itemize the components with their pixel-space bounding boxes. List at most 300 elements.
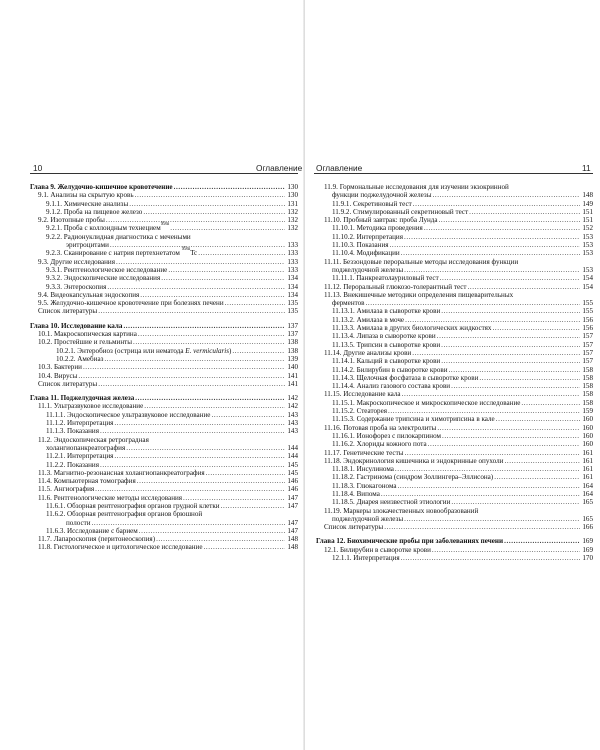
toc-entry-row: [30, 411, 298, 419]
toc-entry-title: [46, 221, 170, 233]
toc-entry-continuation: холангиопанкреатография: [46, 443, 126, 452]
toc-entry-row: [30, 208, 298, 216]
toc-entry-text: 11.18.3. Глюкагонома: [332, 481, 397, 490]
toc-entry-superscript: 99m: [160, 221, 170, 227]
toc-page-number: 155: [582, 299, 593, 308]
toc-page-number: 151: [582, 216, 593, 225]
toc-entry-row: [316, 216, 593, 224]
toc-dot-leader: [183, 494, 285, 502]
toc-entry-title: [46, 208, 142, 216]
toc-entry-row: [30, 452, 298, 460]
toc-entry-title: 11.19. Маркеры злокачественных новообразований: [324, 506, 479, 515]
toc-page-number: 146: [287, 485, 298, 494]
toc-entry-text: 11.9.1. Секретиновый тест: [332, 199, 412, 208]
toc-entry-row: [30, 477, 298, 485]
toc-dot-leader: [432, 191, 580, 199]
toc-entry-title: [324, 457, 503, 465]
toc-dot-leader: [449, 366, 580, 374]
toc-entry-text: 9.5. Желудочно-кишечное кровотечение при болезнях печени: [38, 299, 224, 308]
toc-entry-row: [316, 241, 593, 249]
toc-entry-title: [46, 527, 138, 535]
toc-entry-row: [316, 465, 593, 473]
toc-entry-row: [316, 366, 593, 374]
toc-entry-text: Список литературы: [38, 307, 98, 316]
toc-page-number: 137: [287, 321, 298, 330]
toc-dot-leader: [451, 382, 580, 390]
toc-page-number: 135: [287, 299, 298, 308]
toc-entry-text: 11.13.3. Амилаза в других биологических жидкостях: [332, 324, 492, 333]
toc-entry-row: [30, 221, 298, 233]
toc-page-number: 165: [582, 498, 593, 507]
toc-entry-text: 9.2.1. Проба с коллоидным технецием: [46, 224, 161, 233]
toc-entry-row: [316, 457, 593, 465]
toc-dot-leader: [404, 515, 580, 523]
toc-dot-leader: [198, 249, 285, 257]
toc-entry-title: [332, 415, 495, 423]
toc-entry-text: 11.10.3. Показания: [332, 241, 389, 250]
toc-entry-title: 11.9. Гормональные исследования для изучении экзокринной: [324, 183, 509, 191]
toc-entry-italic: E. vermicularis: [185, 346, 229, 355]
toc-dot-leader: [161, 274, 285, 282]
toc-entry-row: [30, 419, 298, 427]
toc-page-number: 137: [287, 330, 298, 339]
toc-dot-leader: [442, 432, 580, 440]
toc-entry-title: 9.2.2. Радионуклидная диагностика с мечеными: [46, 232, 191, 241]
toc-page-number: 143: [287, 410, 298, 419]
toc-entry-text: 11.4. Компьютерная томография: [38, 477, 136, 486]
toc-dot-leader: [211, 411, 285, 419]
toc-entry-row: [30, 461, 298, 469]
toc-entry-title: [38, 291, 139, 299]
toc-entry-continuation: полости: [66, 518, 91, 527]
toc-entry-row: [30, 307, 298, 315]
toc-entry-title: [332, 482, 397, 490]
toc-entry-row: [316, 316, 593, 324]
toc-entry-text: 11.18.4. Випома: [332, 489, 380, 498]
toc-entry-title: [332, 324, 491, 332]
toc-page-number: 151: [582, 207, 593, 216]
toc-entry-row: [316, 390, 593, 398]
toc-dot-leader: [401, 249, 580, 257]
toc-entry-title: [56, 355, 103, 363]
toc-dot-leader: [390, 241, 580, 249]
toc-page-number: 160: [582, 423, 593, 432]
toc-page-number: 141: [287, 379, 298, 388]
toc-entry-continuation: эритроцитами: [66, 241, 109, 250]
toc-dot-leader: [133, 338, 285, 346]
left-page-number: 10: [33, 163, 43, 173]
toc-entry-title: [46, 419, 113, 427]
toc-entry-title: [332, 241, 389, 249]
toc-entry-text: 11.12. Пероральный глюкозо-толерантный тест: [324, 282, 467, 291]
toc-entry-row: [30, 258, 298, 266]
toc-dot-leader: [126, 444, 285, 452]
toc-entry-title: [46, 411, 210, 419]
toc-entry-text: 11.8. Гистологическое и цитологическое исследование: [38, 543, 203, 552]
toc-entry-row: [316, 374, 593, 382]
toc-dot-leader: [401, 554, 580, 562]
toc-dot-leader: [504, 537, 580, 545]
toc-dot-leader: [139, 527, 285, 535]
toc-page-number: 148: [287, 543, 298, 552]
toc-entry-continuation: поджелудочной железы: [332, 265, 404, 274]
toc-dot-leader: [412, 349, 580, 357]
toc-entry-text: 10.1. Макроскопическая картина: [38, 330, 137, 339]
toc-entry-text: 11.10. Пробный завтрак: проба Лунда: [324, 216, 438, 225]
toc-entry-continuation: ферментов: [332, 299, 365, 308]
toc-page-number: 153: [582, 232, 593, 241]
toc-entry-text: 11.13.4. Липаза в сыворотке крови: [332, 332, 436, 341]
toc-dot-leader: [437, 424, 580, 432]
toc-entry-title: [46, 427, 99, 435]
toc-entry-text: 11.10.1. Методика проведения: [332, 224, 423, 233]
toc-entry-text: 10.4. Вирусы: [38, 371, 78, 380]
toc-entry-row: [30, 299, 298, 307]
toc-dot-leader: [143, 208, 285, 216]
toc-page-number: 158: [582, 398, 593, 407]
toc-dot-leader: [232, 347, 285, 355]
toc-entry-title: [332, 266, 403, 274]
toc-dot-leader: [494, 473, 580, 481]
toc-entry-row: [30, 241, 298, 249]
toc-dot-leader: [437, 332, 580, 340]
toc-entry-row: [30, 485, 298, 493]
toc-dot-leader: [137, 477, 285, 485]
toc-entry-row: [316, 399, 593, 407]
toc-dot-leader: [114, 452, 285, 460]
toc-entry-row: [316, 546, 593, 554]
toc-entry-row: [30, 200, 298, 208]
toc-entry-title: [30, 183, 173, 191]
toc-dot-leader: [388, 407, 580, 415]
toc-entry-title: [332, 208, 468, 216]
toc-dot-leader: [100, 427, 285, 435]
toc-entry-text: 11.11.1. Панкреатолауриловый тест: [332, 274, 439, 283]
toc-entry-row: [316, 515, 593, 523]
toc-entry-title: [38, 363, 82, 371]
toc-entry-title: [38, 477, 136, 485]
toc-entry-row: [316, 440, 593, 448]
toc-entry-title: [46, 200, 128, 208]
toc-page-number: 157: [582, 348, 593, 357]
toc-entry-row: [316, 208, 593, 216]
toc-dot-leader: [404, 449, 580, 457]
toc-entry-title: [38, 494, 182, 502]
toc-entry-row: [30, 402, 298, 410]
toc-entry-row: [30, 494, 298, 502]
toc-entry-text: 11.17. Генетические тесты: [324, 448, 404, 457]
toc-page-number: 147: [287, 493, 298, 502]
toc-dot-leader: [441, 341, 580, 349]
toc-page-number: 156: [582, 324, 593, 333]
toc-page-number: 143: [287, 419, 298, 428]
toc-page-number: 161: [582, 456, 593, 465]
toc-entry-text: 9.3. Другие исследования: [38, 257, 115, 266]
toc-entry-title: [332, 440, 427, 448]
toc-entry-row: [316, 349, 593, 357]
toc-entry-text: 11.2.2. Показания: [46, 460, 99, 469]
toc-page-number: 155: [582, 307, 593, 316]
toc-entry-text: 11.9.2. Стимулированный секретиновый тест: [332, 207, 469, 216]
toc-dot-leader: [95, 485, 285, 493]
toc-entry-title: [332, 332, 436, 340]
toc-entry-text: Глава 10. Исследование кала: [30, 321, 123, 330]
toc-entry-title: [332, 374, 478, 382]
toc-entry-title: [30, 322, 122, 330]
toc-entry-row: [30, 347, 298, 355]
toc-entry-text: 11.3. Магнитно-резонансная холангиопанкреатография: [38, 468, 205, 477]
toc-dot-leader: [521, 399, 580, 407]
toc-entry-title: [316, 537, 503, 545]
toc-entry-row: [30, 274, 298, 282]
toc-page-number: 160: [582, 415, 593, 424]
toc-entry-text: 11.15.3. Содержание трипсина и химотрипсина в кале: [332, 415, 495, 424]
toc-entry-text: 12.1. Билирубин в сыворотке крови: [324, 545, 431, 554]
toc-page-number: 139: [287, 354, 298, 363]
toc-entry-row: [316, 332, 593, 340]
toc-entry-title: [332, 233, 403, 241]
toc-dot-leader: [107, 283, 285, 291]
toc-page-number: 154: [582, 274, 593, 283]
toc-chapter-row: [316, 537, 593, 545]
toc-page-number: 157: [582, 340, 593, 349]
toc-entry-row: [316, 324, 593, 332]
toc-entry-row: [30, 283, 298, 291]
toc-dot-leader: [221, 502, 285, 510]
toc-dot-leader: [204, 543, 286, 551]
toc-page-number: 133: [287, 265, 298, 274]
toc-page-number: 149: [582, 199, 593, 208]
toc-dot-leader: [404, 266, 580, 274]
toc-dot-leader: [395, 465, 580, 473]
toc-entry-superscript: 99m: [181, 246, 191, 252]
toc-entry-text: 9.1.1. Химические анализы: [46, 199, 129, 208]
toc-dot-leader: [492, 324, 580, 332]
toc-page-number: 130: [287, 191, 298, 200]
toc-entry-text: 11.6.1. Обзорная рентгенография органов грудной клетки: [46, 501, 220, 510]
toc-entry-title: [38, 402, 143, 410]
toc-entry-row: [316, 341, 593, 349]
toc-entry-text: 11.15.2. Стеаторея: [332, 407, 388, 416]
toc-entry-text: 9.3.2. Эндоскопические исследования: [46, 274, 161, 283]
toc-entry-title: [56, 347, 231, 355]
toc-entry-row: [30, 338, 298, 346]
toc-entry-title: [332, 274, 439, 282]
toc-page-number: 158: [582, 373, 593, 382]
toc-page-number: 132: [287, 207, 298, 216]
toc-entry-text: 11.13.5. Трипсин в сыворотке крови: [332, 340, 441, 349]
toc-entry-row: [316, 407, 593, 415]
toc-page-number: 144: [287, 452, 298, 461]
toc-dot-leader: [439, 216, 580, 224]
toc-page-number: 158: [582, 390, 593, 399]
toc-page-number: 164: [582, 489, 593, 498]
toc-entry-row: [30, 444, 298, 452]
toc-entry-title: [38, 535, 155, 543]
right-running-head: Оглавление: [316, 163, 363, 173]
toc-page-number: 154: [582, 282, 593, 291]
toc-entry-title: [332, 191, 431, 199]
toc-dot-leader: [170, 224, 285, 232]
toc-entry-text: Список литературы: [324, 523, 384, 532]
toc-entry-row: [30, 191, 298, 199]
toc-entry-text: 11.6. Рентгенологические методы исследования: [38, 493, 183, 502]
toc-entry-row: [30, 355, 298, 363]
toc-dot-leader: [78, 372, 285, 380]
toc-entry-text: 10.2. Простейшие и гельминты: [38, 338, 132, 347]
toc-entry-title: [332, 382, 450, 390]
toc-page-number: 133: [287, 241, 298, 250]
toc-entry-title: 11.11. Беззондовые пероральные методы исследования функции: [324, 257, 519, 266]
toc-page-number: 145: [287, 468, 298, 477]
toc-dot-leader: [123, 322, 285, 330]
toc-entry-text: 11.5. Ангиография: [38, 485, 95, 494]
toc-entry-row: [316, 523, 593, 531]
toc-entry-row: [30, 330, 298, 338]
toc-entry-row: [316, 482, 593, 490]
toc-entry-title: [332, 341, 440, 349]
toc-entry-text: 9.4. Видеокапсульная эндоскопия: [38, 290, 140, 299]
toc-entry-text: 11.16.1. Ионофорез с пилокарпином: [332, 431, 442, 440]
toc-entry-title: [324, 216, 438, 224]
toc-entry-title: [38, 469, 205, 477]
toc-entry-text: 11.10.4. Модификации: [332, 249, 400, 258]
toc-dot-leader: [100, 461, 285, 469]
toc-entry-title: [38, 307, 97, 315]
toc-entry-title: [38, 191, 134, 199]
toc-entry-row: [316, 473, 593, 481]
toc-dot-leader: [98, 307, 285, 315]
toc-dot-leader: [104, 355, 285, 363]
toc-page-number: 170: [582, 554, 593, 563]
toc-entry-title: [332, 224, 423, 232]
toc-page-number: 130: [287, 183, 298, 191]
toc-page-number: 147: [287, 526, 298, 535]
toc-page-number: 134: [287, 282, 298, 291]
toc-entry-title: [332, 498, 450, 506]
toc-page-number: 148: [287, 535, 298, 544]
toc-page-number: 159: [582, 407, 593, 416]
toc-entry-text: 11.1.2. Интерпретация: [46, 419, 114, 428]
toc-entry-tail: ): [229, 346, 232, 355]
toc-entry-title: [38, 258, 115, 266]
toc-entry-row: [316, 224, 593, 232]
toc-entry-row: [30, 363, 298, 371]
toc-page-number: 161: [582, 473, 593, 482]
toc-entry-title: [332, 407, 387, 415]
toc-entry-row: [30, 502, 298, 510]
toc-page-number: 133: [287, 249, 298, 258]
toc-entry-text: 11.14.3. Щелочная фосфатаза в сыворотке крови: [332, 373, 479, 382]
toc-page-number: 141: [287, 371, 298, 380]
toc-entry-row: [30, 291, 298, 299]
toc-entry-row: [316, 424, 593, 432]
toc-chapter-row: [30, 322, 298, 330]
toc-entry-row: [30, 427, 298, 435]
toc-entry-title: [46, 274, 160, 282]
toc-dot-leader: [432, 546, 580, 554]
toc-page-number: 134: [287, 290, 298, 299]
toc-entry-continuation: поджелудочной железы: [332, 514, 404, 523]
toc-entry-title: [38, 380, 97, 388]
toc-entry-row: [30, 380, 298, 388]
toc-page-number: 147: [287, 501, 298, 510]
toc-entry-text: 11.1.3. Показания: [46, 427, 99, 436]
toc-entry-text: 11.14.1. Кальций в сыворотке крови: [332, 357, 441, 366]
toc-dot-leader: [114, 419, 285, 427]
toc-entry-title: [46, 502, 220, 510]
toc-page-number: 161: [582, 448, 593, 457]
toc-page-number: 142: [287, 394, 298, 403]
toc-dot-leader: [405, 316, 580, 324]
toc-dot-leader: [225, 299, 285, 307]
right-header-rule: [314, 173, 593, 174]
toc-entry-title: [30, 394, 134, 402]
toc-dot-leader: [156, 535, 285, 543]
toc-entry-text: 11.13.2. Амилаза в моче: [332, 315, 405, 324]
toc-page-number: 142: [287, 402, 298, 411]
toc-dot-leader: [366, 299, 580, 307]
toc-entry-text: 11.15.1. Макроскопическое и микроскопическое исследование: [332, 398, 521, 407]
toc-entry-text: 10.3. Бактерии: [38, 363, 82, 372]
toc-entry-row: [316, 249, 593, 257]
toc-entry-text: 11.18.1. Инсулинома: [332, 465, 394, 474]
toc-page-number: 158: [582, 382, 593, 391]
right-page: [305, 0, 600, 750]
toc-entry-text: 9.2.3. Сканирование с натрия пертехнетатом: [46, 249, 182, 258]
toc-entry-row: [30, 535, 298, 543]
toc-entry-title: [324, 449, 403, 457]
toc-entry-text: 9.2. Изотопные пробы: [38, 216, 105, 225]
toc-entry-title: [66, 519, 91, 527]
toc-dot-leader: [440, 274, 580, 282]
toc-dot-leader: [496, 415, 580, 423]
toc-dot-leader: [138, 330, 285, 338]
toc-dot-leader: [413, 200, 580, 208]
toc-entry-row: [316, 490, 593, 498]
toc-entry-text: 12.1.1. Интерпретация: [332, 554, 400, 563]
toc-entry-tail: Tc: [190, 249, 198, 258]
toc-entry-title: [324, 546, 431, 554]
toc-entry-text: 9.3.1. Рентгенологическое исследование: [46, 265, 168, 274]
toc-entry-title: [332, 432, 441, 440]
toc-entry-row: [30, 246, 298, 258]
toc-entry-row: [316, 357, 593, 365]
toc-dot-leader: [504, 457, 580, 465]
toc-entry-row: [316, 498, 593, 506]
toc-entry-row: [316, 382, 593, 390]
toc-entry-text: 11.16.2. Хлориды кожного пота: [332, 440, 427, 449]
toc-entry-row: [316, 415, 593, 423]
toc-entry-row: [30, 519, 298, 527]
toc-dot-leader: [469, 208, 580, 216]
toc-page-number: 160: [582, 440, 593, 449]
toc-entry-text: Глава 12. Биохимические пробы при заболеваниях печени: [316, 537, 504, 546]
toc-entry-text: Глава 11. Поджелудочная железа: [30, 394, 135, 403]
toc-page-number: 164: [582, 481, 593, 490]
toc-entry-title: [332, 554, 400, 562]
toc-entry-title: [332, 399, 520, 407]
toc-entry-title: [38, 485, 94, 493]
toc-entry-title: [332, 299, 365, 307]
toc-page-number: 144: [287, 443, 298, 452]
toc-entry-title: [46, 444, 125, 452]
toc-page-number: 133: [287, 257, 298, 266]
toc-entry-row: [316, 449, 593, 457]
toc-entry-title: [66, 241, 109, 249]
toc-entry-text: 11.14.2. Билирубин в сыворотке крови: [332, 365, 448, 374]
toc-dot-leader: [384, 523, 580, 531]
